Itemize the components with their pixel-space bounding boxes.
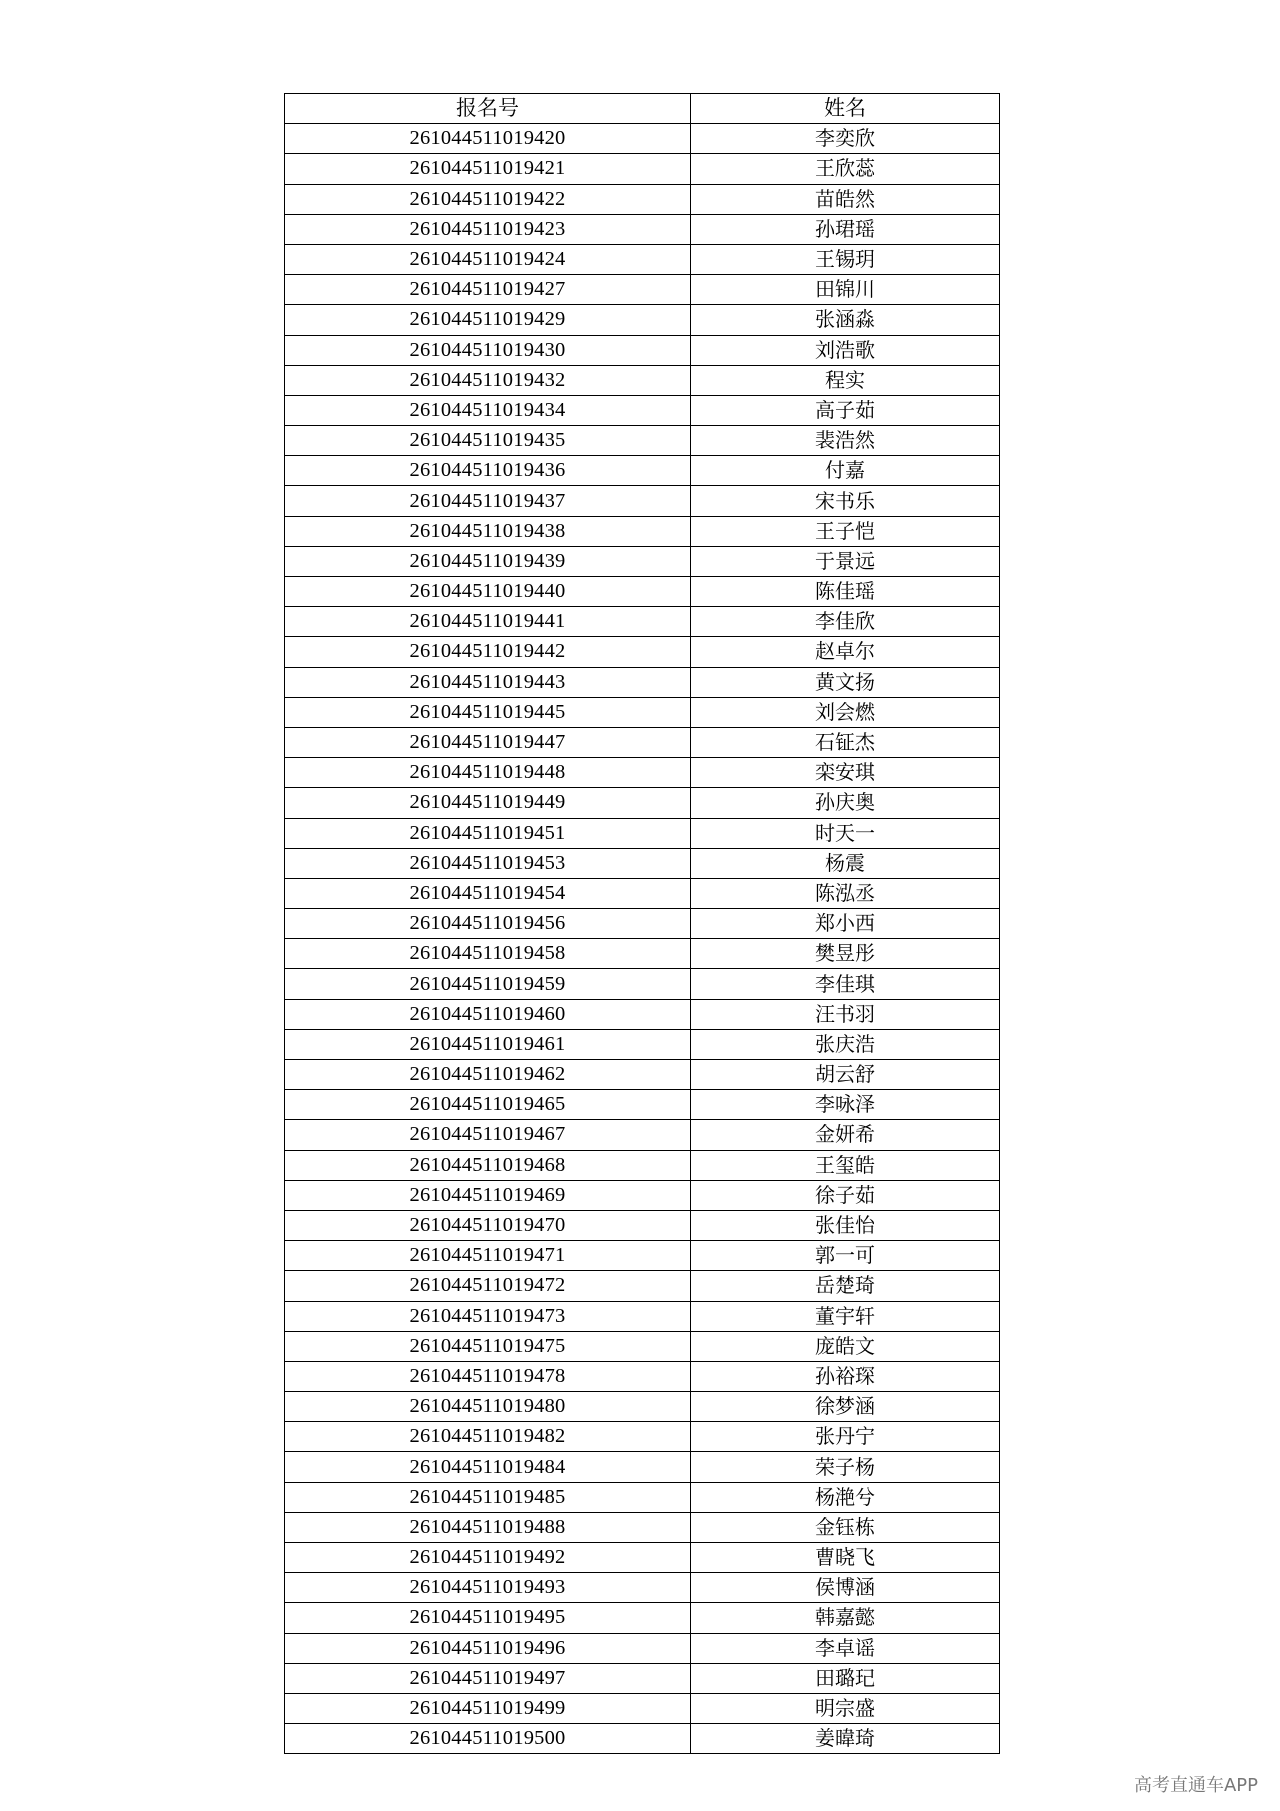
- name-cell: 裴浩然: [691, 426, 1000, 456]
- table-row: [285, 1724, 1000, 1754]
- registration-number-cell: 261044511019441: [285, 607, 691, 637]
- table-row: [285, 667, 1000, 697]
- table-row: [285, 1512, 1000, 1542]
- registration-number-cell: 261044511019485: [285, 1482, 691, 1512]
- name-cell: 刘会燃: [691, 697, 1000, 727]
- name-cell: 黄文扬: [691, 667, 1000, 697]
- registration-number-cell: 261044511019447: [285, 727, 691, 757]
- table-row: [285, 1180, 1000, 1210]
- registration-number-cell: 261044511019432: [285, 365, 691, 395]
- table-row: [285, 1120, 1000, 1150]
- name-cell: 徐梦涵: [691, 1392, 1000, 1422]
- registration-number-cell: 261044511019488: [285, 1512, 691, 1542]
- table-row: [285, 456, 1000, 486]
- registration-number-cell: 261044511019468: [285, 1150, 691, 1180]
- table-row: [285, 1090, 1000, 1120]
- registration-number-cell: 261044511019495: [285, 1603, 691, 1633]
- name-cell: 侯博涵: [691, 1573, 1000, 1603]
- registration-number-cell: 261044511019454: [285, 878, 691, 908]
- registration-number-cell: 261044511019442: [285, 637, 691, 667]
- registration-number-cell: 261044511019453: [285, 848, 691, 878]
- name-cell: 张涵淼: [691, 305, 1000, 335]
- name-cell: 荣子杨: [691, 1452, 1000, 1482]
- registration-number-cell: 261044511019473: [285, 1301, 691, 1331]
- name-cell: 高子茹: [691, 395, 1000, 425]
- table-row: [285, 1663, 1000, 1693]
- registration-number-cell: 261044511019445: [285, 697, 691, 727]
- registration-number-cell: 261044511019462: [285, 1060, 691, 1090]
- name-cell: 王欣蕊: [691, 154, 1000, 184]
- name-cell: 孙庆奥: [691, 788, 1000, 818]
- name-cell: 汪书羽: [691, 999, 1000, 1029]
- column-header-registration-number: 报名号: [285, 94, 691, 124]
- table-row: [285, 1361, 1000, 1391]
- registration-number-cell: 261044511019480: [285, 1392, 691, 1422]
- registration-number-cell: 261044511019496: [285, 1633, 691, 1663]
- name-cell: 郑小西: [691, 909, 1000, 939]
- registration-number-cell: 261044511019430: [285, 335, 691, 365]
- registration-number-cell: 261044511019467: [285, 1120, 691, 1150]
- name-cell: 庞皓文: [691, 1331, 1000, 1361]
- registration-number-cell: 261044511019443: [285, 667, 691, 697]
- table-row: [285, 1603, 1000, 1633]
- registration-number-cell: 261044511019492: [285, 1543, 691, 1573]
- table-row: [285, 214, 1000, 244]
- table-row: [285, 1573, 1000, 1603]
- table-row: [285, 124, 1000, 154]
- table-row: [285, 1241, 1000, 1271]
- name-cell: 苗皓然: [691, 184, 1000, 214]
- registration-number-cell: 261044511019500: [285, 1724, 691, 1754]
- name-cell: 董宇轩: [691, 1301, 1000, 1331]
- registration-number-cell: 261044511019472: [285, 1271, 691, 1301]
- table-row: [285, 818, 1000, 848]
- roster-sheet: [284, 93, 999, 1754]
- table-row: [285, 1392, 1000, 1422]
- registration-number-cell: 261044511019482: [285, 1422, 691, 1452]
- name-cell: 张佳怡: [691, 1210, 1000, 1240]
- name-cell: 孙裕琛: [691, 1361, 1000, 1391]
- table-row: [285, 577, 1000, 607]
- name-cell: 李佳琪: [691, 969, 1000, 999]
- registration-number-cell: 261044511019427: [285, 275, 691, 305]
- registration-number-cell: 261044511019429: [285, 305, 691, 335]
- name-cell: 时天一: [691, 818, 1000, 848]
- table-row: [285, 607, 1000, 637]
- table-row: [285, 1452, 1000, 1482]
- registration-number-cell: 261044511019484: [285, 1452, 691, 1482]
- name-cell: 胡云舒: [691, 1060, 1000, 1090]
- table-row: [285, 154, 1000, 184]
- table-row: [285, 1693, 1000, 1723]
- registration-number-cell: 261044511019460: [285, 999, 691, 1029]
- registration-number-cell: 261044511019471: [285, 1241, 691, 1271]
- table-row: [285, 1210, 1000, 1240]
- name-cell: 金钰栋: [691, 1512, 1000, 1542]
- registration-number-cell: 261044511019459: [285, 969, 691, 999]
- registration-number-cell: 261044511019451: [285, 818, 691, 848]
- registration-number-cell: 261044511019458: [285, 939, 691, 969]
- name-cell: 宋书乐: [691, 486, 1000, 516]
- name-cell: 于景远: [691, 546, 1000, 576]
- name-cell: 陈泓丞: [691, 878, 1000, 908]
- name-cell: 赵卓尔: [691, 637, 1000, 667]
- registration-number-cell: 261044511019456: [285, 909, 691, 939]
- name-cell: 李奕欣: [691, 124, 1000, 154]
- name-cell: 姜暐琦: [691, 1724, 1000, 1754]
- name-cell: 杨滟兮: [691, 1482, 1000, 1512]
- header-row: [285, 94, 1000, 124]
- table-row: [285, 1482, 1000, 1512]
- table-row: [285, 275, 1000, 305]
- table-row: [285, 1150, 1000, 1180]
- registration-number-cell: 261044511019469: [285, 1180, 691, 1210]
- table-row: [285, 1271, 1000, 1301]
- name-cell: 栾安琪: [691, 758, 1000, 788]
- name-cell: 徐子茹: [691, 1180, 1000, 1210]
- table-row: [285, 727, 1000, 757]
- table-row: [285, 969, 1000, 999]
- table-row: [285, 516, 1000, 546]
- registration-number-cell: 261044511019439: [285, 546, 691, 576]
- table-row: [285, 1422, 1000, 1452]
- table-row: [285, 365, 1000, 395]
- registration-number-cell: 261044511019436: [285, 456, 691, 486]
- name-cell: 李卓谣: [691, 1633, 1000, 1663]
- name-cell: 金妍希: [691, 1120, 1000, 1150]
- table-row: [285, 184, 1000, 214]
- registration-number-cell: 261044511019465: [285, 1090, 691, 1120]
- registration-number-cell: 261044511019438: [285, 516, 691, 546]
- name-cell: 曹晓飞: [691, 1543, 1000, 1573]
- table-row: [285, 335, 1000, 365]
- roster-table: [284, 93, 1000, 1754]
- registration-number-cell: 261044511019461: [285, 1029, 691, 1059]
- name-cell: 付嘉: [691, 456, 1000, 486]
- table-row: [285, 758, 1000, 788]
- table-row: [285, 1543, 1000, 1573]
- registration-number-cell: 261044511019422: [285, 184, 691, 214]
- registration-number-cell: 261044511019420: [285, 124, 691, 154]
- table-row: [285, 697, 1000, 727]
- name-cell: 岳楚琦: [691, 1271, 1000, 1301]
- table-row: [285, 788, 1000, 818]
- registration-number-cell: 261044511019424: [285, 244, 691, 274]
- registration-number-cell: 261044511019423: [285, 214, 691, 244]
- name-cell: 石钲杰: [691, 727, 1000, 757]
- registration-number-cell: 261044511019448: [285, 758, 691, 788]
- name-cell: 杨震: [691, 848, 1000, 878]
- table-row: [285, 305, 1000, 335]
- name-cell: 明宗盛: [691, 1693, 1000, 1723]
- name-cell: 田锦川: [691, 275, 1000, 305]
- name-cell: 田璐玘: [691, 1663, 1000, 1693]
- name-cell: 张丹宁: [691, 1422, 1000, 1452]
- table-row: [285, 999, 1000, 1029]
- name-cell: 张庆浩: [691, 1029, 1000, 1059]
- registration-number-cell: 261044511019435: [285, 426, 691, 456]
- registration-number-cell: 261044511019475: [285, 1331, 691, 1361]
- name-cell: 李咏泽: [691, 1090, 1000, 1120]
- registration-number-cell: 261044511019440: [285, 577, 691, 607]
- registration-number-cell: 261044511019497: [285, 1663, 691, 1693]
- registration-number-cell: 261044511019478: [285, 1361, 691, 1391]
- name-cell: 李佳欣: [691, 607, 1000, 637]
- name-cell: 陈佳瑶: [691, 577, 1000, 607]
- table-row: [285, 1301, 1000, 1331]
- registration-number-cell: 261044511019437: [285, 486, 691, 516]
- table-row: [285, 395, 1000, 425]
- registration-number-cell: 261044511019470: [285, 1210, 691, 1240]
- watermark-label: 高考直通车APP: [1133, 1775, 1258, 1796]
- table-row: [285, 486, 1000, 516]
- registration-number-cell: 261044511019434: [285, 395, 691, 425]
- name-cell: 孙珺瑶: [691, 214, 1000, 244]
- registration-number-cell: 261044511019499: [285, 1693, 691, 1723]
- table-row: [285, 939, 1000, 969]
- name-cell: 王子恺: [691, 516, 1000, 546]
- table-row: [285, 909, 1000, 939]
- name-cell: 王锡玥: [691, 244, 1000, 274]
- name-cell: 程实: [691, 365, 1000, 395]
- table-row: [285, 1633, 1000, 1663]
- table-row: [285, 1029, 1000, 1059]
- registration-number-cell: 261044511019493: [285, 1573, 691, 1603]
- name-cell: 樊昱彤: [691, 939, 1000, 969]
- name-cell: 王玺皓: [691, 1150, 1000, 1180]
- table-row: [285, 848, 1000, 878]
- table-row: [285, 546, 1000, 576]
- table-row: [285, 426, 1000, 456]
- name-cell: 郭一可: [691, 1241, 1000, 1271]
- registration-number-cell: 261044511019449: [285, 788, 691, 818]
- registration-number-cell: 261044511019421: [285, 154, 691, 184]
- table-row: [285, 878, 1000, 908]
- table-row: [285, 1060, 1000, 1090]
- name-cell: 韩嘉懿: [691, 1603, 1000, 1633]
- column-header-name: 姓名: [691, 94, 1000, 124]
- table-row: [285, 1331, 1000, 1361]
- roster-body: [285, 124, 1000, 1754]
- table-row: [285, 244, 1000, 274]
- table-row: [285, 637, 1000, 667]
- name-cell: 刘浩歌: [691, 335, 1000, 365]
